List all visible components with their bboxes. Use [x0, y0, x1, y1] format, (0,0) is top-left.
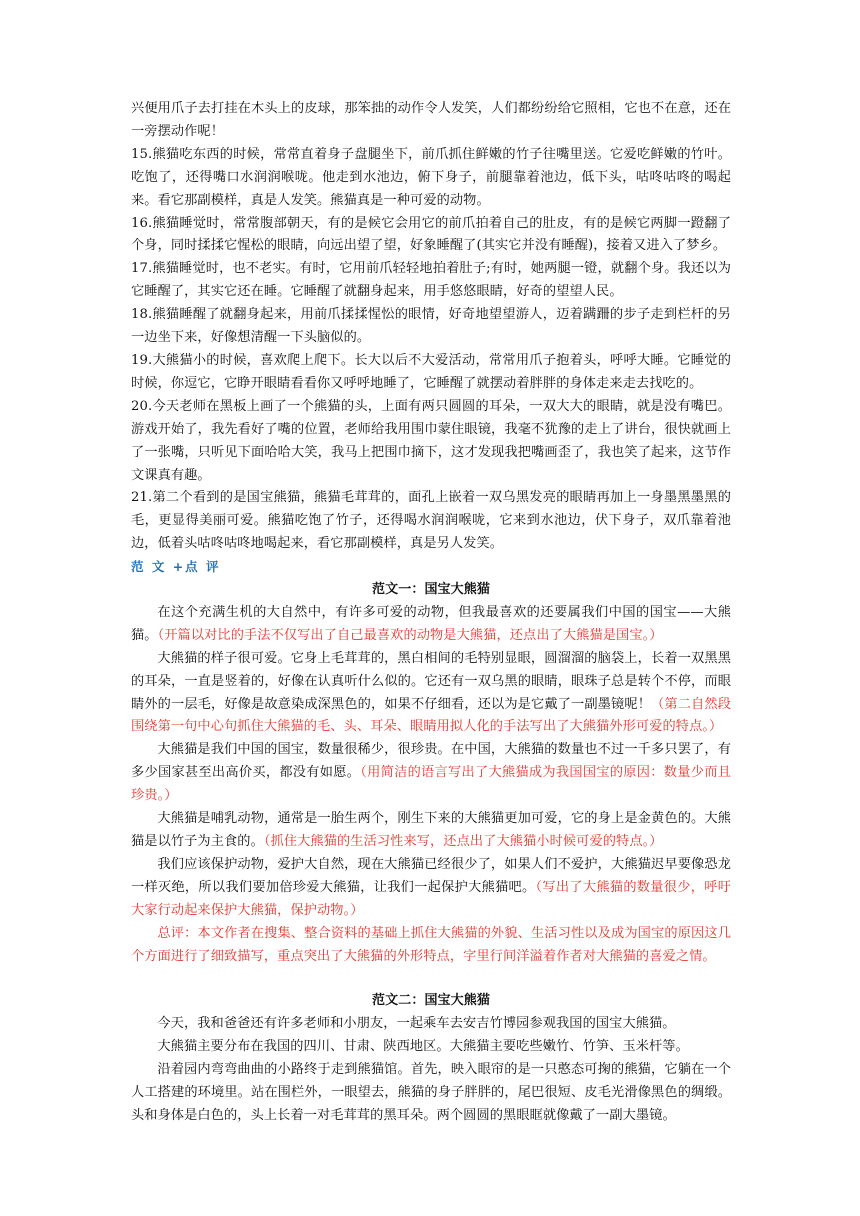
essay2-paragraph-2: 大熊猫主要分布在我国的四川、甘肃、陕西地区。大熊猫主要吃些嫩竹、竹笋、玉米杆等。 — [157, 1039, 689, 1055]
essay1-paragraph-3 — [131, 739, 731, 808]
list-item-18: 18.熊猫睡醒了就翻身起来，用前爪揉揉惺忪的眼情，好奇地望望游人，迈着蹒跚的步子走到栏杆的另一边坐下来，好像想清醒一下头脑似的。 — [131, 307, 731, 346]
essay1-p1-text: 在这个充满生机的大自然中，有许多可爱的动物，但我最喜欢的还要属我们中国的国宝——大熊猫。 — [131, 604, 731, 643]
essay1-paragraph-5 — [131, 854, 731, 923]
essay1-p1-note: （开篇以对比的手法不仅写出了自己最喜欢的动物是大熊猫，还点出了大熊猫是国宝。） — [157, 627, 663, 643]
section-gap — [131, 968, 731, 990]
document-page — [131, 98, 731, 1128]
essay1-p5-text: 我们应该保护动物，爱护大自然，现在大熊猫已经很少了，如果人们不爱护，大熊猫迟早要像恐龙一样灭绝，所以我们要加倍珍爱大熊猫，让我们一起保护大熊猫吧。 — [131, 856, 731, 895]
list-item-17: 17.熊猫睡觉时，也不老实。有时，它用前爪轻轻地拍着肚子;有时，她两腿一镫，就翻个身。我还以为它睡醒了，其实它还在睡。它睡醒了就翻身起来，用手悠悠眼睛，好奇的望望人民。 — [131, 261, 731, 300]
essay2-paragraph-3: 沿着园内弯弯曲曲的小路终于走到熊猫馆。首先，映入眼帘的是一只憨态可掬的熊猫，它躺在一个人工搭建的环境里。站在围栏外，一眼望去，熊猫的身子胖胖的，尾巴很短、皮毛光滑像黑色的绸缎。头和身体是白色的，头上长着一对毛茸茸的黑耳朵。两个圆圆的黑眼眶就像戴了一副大墨镜。 — [131, 1062, 731, 1123]
essay1-p4-note: （抓住大熊猫的生活习性来写，还点出了大熊猫小时候可爱的特点。） — [263, 834, 663, 849]
essay1-paragraph-1 — [131, 602, 731, 648]
section-label: 范 文 +点 评 — [131, 559, 221, 575]
essay2-paragraph-1: 今天，我和爸爸还有许多老师和小朋友，一起乘车去安吉竹博园参观我国的国宝大熊猫。 — [157, 1016, 676, 1032]
essay1-p3-note: （用简洁的语言写出了大熊猫成为我国国宝的原因：数量少而且珍贵。） — [131, 765, 731, 804]
essay1-p2-text: 大熊猫的样子很可爱。它身上毛茸茸的，黑白相间的毛特别显眼，圆溜溜的脑袋上，长着一双黑黑的耳朵，一直是竖着的，好像在认真听什么似的。它还有一双乌黑的眼睛，眼珠子总是转个不停，而眼睛外的一层毛，好像是故意染成深黑色的，如果不仔细看，还以为是它戴了一副墨镜呢！ — [131, 650, 731, 712]
list-item-16: 16.熊猫睡觉时，常常腹部朝天，有的是候它会用它的前爪拍着自己的肚皮，有的是候它两脚一蹬翻了个身，同时揉揉它惺松的眼睛，向远出望了望，好象睡醒了(其实它并没有睡醒)，接着又进入了梦乡。 — [131, 215, 731, 254]
list-item-15: 15.熊猫吃东西的时候，常常直着身子盘腿坐下，前爪抓住鲜嫩的竹子往嘴里送。它爱吃鲜嫩的竹叶。吃饱了，还得嘴口水润润喉咙。他走到水池边，俯下身子，前腿靠着池边，低下头，咕咚咕咚的喝起来。看它那副模样，真是人发笑。熊猫真是一种可爱的动物。 — [131, 146, 731, 208]
essay1-p3-text: 大熊猫是我们中国的国宝，数量很稀少，很珍贵。在中国，大熊猫的数量也不过一千多只罢了，有多少国家甚至出高价买，都没有如愿。 — [131, 742, 731, 781]
essay1-title: 范文一：国宝大熊猫 — [372, 582, 490, 598]
list-item-21: 21.第二个看到的是国宝熊猫，熊猫毛茸茸的，面孔上嵌着一双乌黑发亮的眼睛再加上一身墨黑墨黑的毛，更显得美丽可爱。熊猫吃饱了竹子，还得喝水润润喉咙，它来到水池边，伏下身子，双爪靠着池边，低着头咕咚咕咚地喝起来，看它那副模样，真是另人发笑。 — [131, 490, 731, 552]
essay1-paragraph-4 — [131, 808, 731, 854]
essay1-overall-comment: 总评：本文作者在搜集、整合资料的基础上抓住大熊猫的外貌、生活习性以及成为国宝的原因这几个方面进行了细致描写，重点突出了大熊猫的外形特点，字里行间洋溢着作者对大熊猫的喜爱之情。 — [131, 925, 731, 964]
list-item-20: 20.今天老师在黑板上画了一个熊猫的头，上面有两只圆圆的耳朵，一双大大的眼睛，就是没有嘴巴。游戏开始了，我先看好了嘴的位置，老师给我用围巾蒙住眼镜，我毫不犹豫的走上了讲台，很快就画上了一张嘴，只听见下面哈哈大笑，我马上把围巾摘下，这才发现我把嘴画歪了，我也笑了起来，这节作文课真有趣。 — [131, 398, 731, 483]
essay1-p4-text: 大熊猫是哺乳动物，通常是一胎生两个，刚生下来的大熊猫更加可爱，它的身上是金黄色的。大熊猫是以竹子为主食的。 — [131, 811, 731, 849]
essay1-p2-note: （第二自然段围绕第一句中心句抓住大熊猫的毛、头、耳朵、眼睛用拟人化的手法写出了大熊猫外形可爱的特点。） — [131, 696, 731, 735]
essay1-p5-note: （写出了大熊猫的数量很少，呼吁大家行动起来保护大熊猫，保护动物。） — [131, 879, 731, 918]
essay1-paragraph-2 — [131, 648, 731, 740]
list-item-19: 19.大熊猫小的时候，喜欢爬上爬下。长大以后不大爱活动，常常用爪子抱着头，呼呼大睡。它睡觉的时候，你逗它，它睁开眼睛看看你又呼呼地睡了，它睡醒了就摆动着胖胖的身体走来走去找吃的。 — [131, 352, 731, 391]
continuation-paragraph: 兴便用爪子去打挂在木头上的皮球，那笨拙的动作令人发笑，人们都纷纷给它照相，它也不在意，还在一旁摆动作呢！ — [131, 101, 731, 139]
essay2-title: 范文二：国宝大熊猫 — [372, 993, 490, 1009]
